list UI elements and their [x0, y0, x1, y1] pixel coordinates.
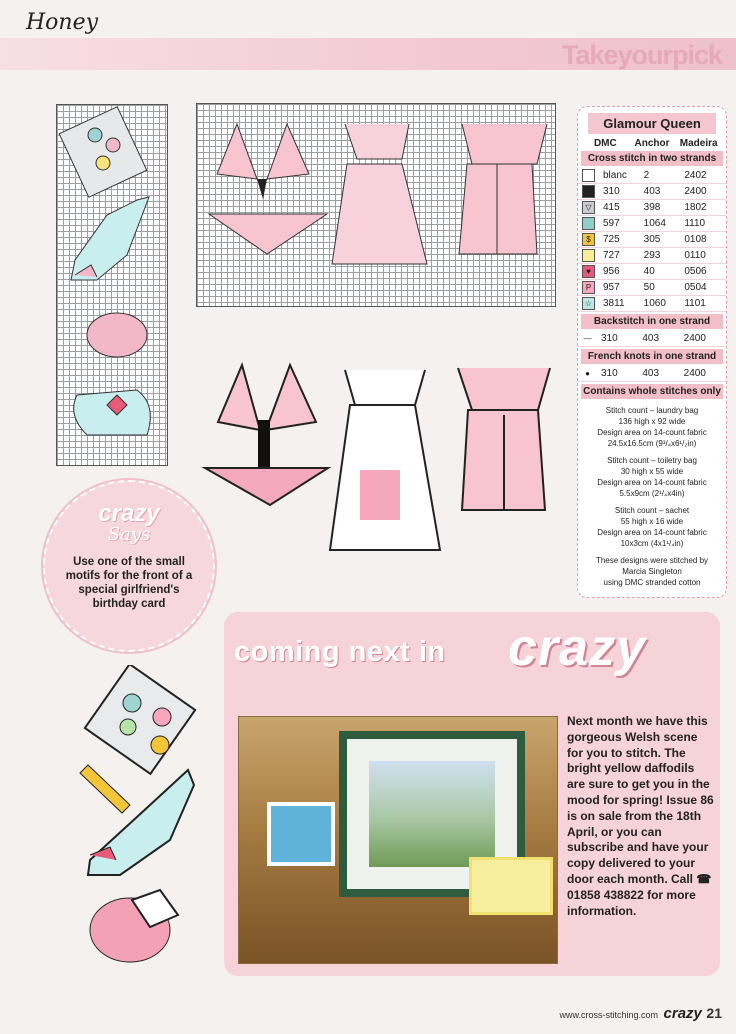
dmc-code: blanc: [603, 170, 627, 181]
lingerie-illustration: [200, 360, 560, 560]
key-row: [578, 184, 726, 200]
knot-dmc: 310: [601, 368, 618, 379]
dot-symbol-icon: ●: [585, 369, 590, 378]
coming-next-brand: crazy: [508, 619, 646, 677]
anchor-code: 40: [643, 266, 655, 277]
anchor-code: 1060: [643, 298, 666, 309]
stitch-notes: [578, 405, 726, 588]
note-line: These designs were stitched by: [595, 556, 709, 565]
crazy-says-brand: crazy: [98, 500, 160, 527]
anchor-code: 50: [643, 282, 655, 293]
key-row: [578, 216, 726, 232]
swatch-icon: [582, 169, 595, 182]
madeira-code: 0108: [684, 234, 707, 245]
note-line: using DMC stranded cotton: [603, 578, 701, 587]
crazy-says-text: Use one of the small motifs for the front of a special girlfriend's birthday card: [65, 556, 193, 610]
swatch-icon: [582, 185, 595, 198]
note-line: Design area on 14-count fabric: [597, 528, 707, 537]
col-madeira: Madeira: [679, 138, 718, 149]
anchor-code: 403: [643, 186, 661, 197]
note-line: Stitch count – toiletry bag: [607, 456, 697, 465]
note-line: 10x3cm (4x1¹/₄in): [620, 539, 684, 548]
key-row: [578, 264, 726, 280]
note-line: Marcia Singleton: [622, 567, 682, 576]
note-line: 136 high x 92 wide: [618, 417, 686, 426]
dmc-code: 956: [603, 266, 620, 277]
note-line: 30 high x 55 wide: [620, 467, 684, 476]
footer: [559, 1005, 722, 1022]
key-rows: [578, 168, 726, 312]
small-motifs-chart: [56, 104, 168, 466]
lingerie-chart-art: [197, 104, 555, 306]
madeira-code: 0110: [684, 250, 706, 261]
swatch-icon: P: [582, 281, 595, 294]
small-motifs-chart-art: [57, 105, 167, 465]
anchor-code: 2: [643, 170, 650, 181]
back-dmc: 310: [601, 333, 618, 344]
whole-stitches-note: Contains whole stitches only: [581, 384, 723, 399]
madeira-code: 1802: [684, 202, 707, 213]
anchor-code: 1064: [643, 218, 666, 229]
welsh-flag-card: [267, 802, 335, 866]
stitch-note: [582, 555, 722, 588]
knot-madeira: 2400: [683, 368, 706, 379]
swatch-icon: ♥: [582, 265, 595, 278]
lingerie-chart: [196, 103, 556, 307]
backstitch-row: [578, 331, 726, 347]
col-dmc: DMC: [593, 138, 617, 149]
note-line: 55 high x 16 wide: [620, 517, 684, 526]
note-line: 5.5x9cm (2¹/₄x4in): [619, 489, 685, 498]
key-row: [578, 200, 726, 216]
line-symbol-icon: —: [583, 334, 592, 343]
madeira-code: 1110: [684, 218, 706, 229]
col-anchor: Anchor: [634, 138, 670, 149]
small-motifs-illustration: [70, 665, 220, 985]
cross-stitch-heading: Cross stitch in two strands: [581, 151, 723, 166]
swatch-icon: ▽: [582, 201, 595, 214]
section-title: Takeyourpick: [561, 40, 722, 70]
stitch-note: [582, 405, 722, 449]
swatch-icon: $: [582, 233, 595, 246]
crazy-says-badge: [43, 480, 215, 652]
madeira-code: 0504: [684, 282, 707, 293]
knot-row: [578, 366, 726, 382]
stitch-note: [582, 505, 722, 549]
welsh-scene-photo: [238, 716, 558, 964]
back-anchor: 403: [642, 333, 660, 344]
knot-anchor: 403: [642, 368, 660, 379]
key-column-headers: [578, 138, 726, 149]
key-row: [578, 280, 726, 296]
madeira-code: 0506: [684, 266, 707, 277]
swatch-icon: [582, 217, 595, 230]
dmc-code: 415: [603, 202, 620, 213]
handwritten-logo: Honey: [26, 10, 99, 35]
page-number: 21: [706, 1005, 722, 1021]
back-madeira: 2400: [683, 333, 706, 344]
dmc-code: 725: [603, 234, 620, 245]
madeira-code: 2400: [684, 186, 707, 197]
anchor-code: 305: [643, 234, 661, 245]
note-line: Stitch count – laundry bag: [605, 406, 699, 415]
key-row: [578, 296, 726, 312]
dmc-code: 3811: [603, 298, 625, 309]
key-row: [578, 248, 726, 264]
daffodil-card: [469, 857, 553, 915]
french-knots-heading: French knots in one strand: [581, 349, 723, 364]
swatch-icon: ☆: [582, 297, 595, 310]
note-line: Design area on 14-count fabric: [597, 478, 707, 487]
note-line: Stitch count – sachet: [614, 506, 690, 515]
coming-next-text: Next month we have this gorgeous Welsh scene for you to stitch. The bright yellow daffodils are sure to get you in the mood for spring! Issue 86 is on sale from the 18th April, or you can subscribe and have your copy delivered to your door each month. Call ☎ 01858 438822 for more information.: [567, 714, 714, 918]
madeira-code: 1101: [684, 298, 706, 309]
dmc-code: 727: [603, 250, 620, 261]
note-line: Design area on 14-count fabric: [597, 428, 707, 437]
thread-key: [577, 106, 727, 598]
landscape: [369, 761, 495, 867]
crazy-says-says: Says: [107, 524, 151, 545]
key-row: [578, 168, 726, 184]
dmc-code: 597: [603, 218, 620, 229]
footer-brand: crazy: [663, 1005, 702, 1022]
stitch-note: [582, 455, 722, 499]
anchor-code: 293: [643, 250, 661, 261]
backstitch-heading: Backstitch in one strand: [581, 314, 723, 329]
anchor-code: 398: [643, 202, 661, 213]
dmc-code: 957: [603, 282, 620, 293]
note-line: 24.5x16.5cm (9³/₄x6¹/₂in): [607, 439, 697, 448]
madeira-code: 2402: [684, 170, 707, 181]
key-row: [578, 232, 726, 248]
dmc-code: 310: [603, 186, 620, 197]
key-title: Glamour Queen: [588, 113, 716, 134]
swatch-icon: [582, 249, 595, 262]
coming-next-title: coming next in: [234, 636, 446, 668]
footer-url: www.cross-stitching.com: [559, 1010, 659, 1020]
